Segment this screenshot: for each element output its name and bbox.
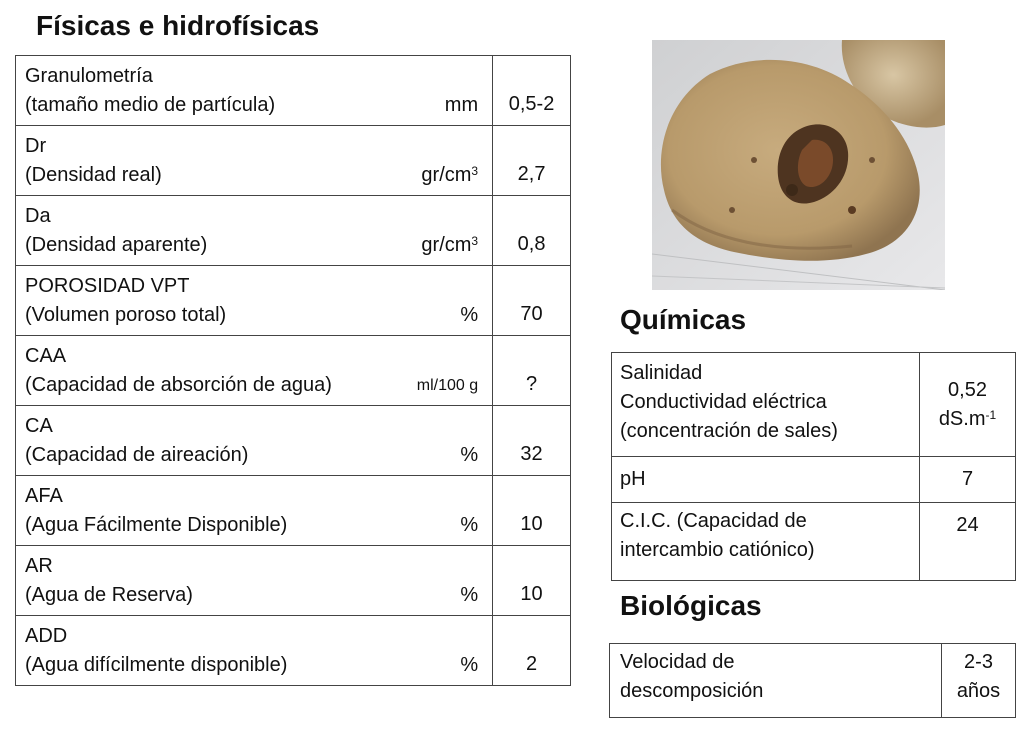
- biologicas-label-cell: [610, 644, 942, 718]
- property-unit: ml/100 g: [416, 377, 479, 394]
- property-name: POROSIDAD VPT: [25, 275, 190, 297]
- quimicas-table: [611, 352, 1016, 581]
- property-unit: %: [460, 444, 479, 466]
- property-name: Da: [25, 205, 51, 227]
- property-value: 70: [493, 266, 571, 336]
- property-description: (Agua difícilmente disponible): [25, 654, 288, 676]
- property-description: (Densidad aparente): [25, 234, 208, 256]
- property-value: 2: [493, 616, 571, 686]
- property-value: 2,7: [493, 126, 571, 196]
- property-description: (Volumen poroso total): [25, 304, 227, 326]
- fisicas-row: [16, 476, 571, 546]
- fisicas-desc-cell: [16, 266, 493, 336]
- fisicas-desc-cell: [16, 616, 493, 686]
- biologicas-row: [610, 644, 1016, 718]
- property-unit: mm: [444, 94, 479, 116]
- salinidad-line1: Salinidad: [620, 362, 703, 384]
- cic-label-cell: [612, 503, 920, 581]
- fisicas-desc-cell: [16, 56, 493, 126]
- biologicas-line1: Velocidad de: [620, 651, 735, 673]
- biologicas-value-cell: [942, 644, 1016, 718]
- property-value: 10: [493, 476, 571, 546]
- salinidad-value: 0,52: [948, 378, 987, 401]
- salinidad-unit: $dS.m^{-1}$: [938, 407, 997, 430]
- property-value: ?: [493, 336, 571, 406]
- fisicas-desc-cell: [16, 126, 493, 196]
- cic-value: 24: [920, 503, 1016, 581]
- property-name: CA: [25, 415, 53, 437]
- property-unit: $gr/cm^3$: [421, 234, 479, 256]
- fisicas-desc-cell: [16, 546, 493, 616]
- quimicas-title: Químicas: [620, 304, 747, 335]
- fisicas-desc-cell: [16, 406, 493, 476]
- fisicas-row: [16, 336, 571, 406]
- property-unit: %: [460, 584, 479, 606]
- fisicas-table: [15, 55, 571, 686]
- property-description: (Agua de Reserva): [25, 584, 193, 606]
- fisicas-row: [16, 196, 571, 266]
- property-description: (Capacidad de aireación): [25, 444, 249, 466]
- property-value: 0,8: [493, 196, 571, 266]
- property-value: 10: [493, 546, 571, 616]
- salinidad-value-cell: [920, 353, 1016, 457]
- property-name: ADD: [25, 625, 68, 647]
- cic-line1: C.I.C. (Capacidad de: [620, 510, 807, 532]
- property-name: Dr: [25, 135, 47, 157]
- property-description: (tamaño medio de partícula): [25, 94, 276, 116]
- property-name: CAA: [25, 345, 67, 367]
- biologicas-value1: 2-3: [964, 651, 993, 673]
- fisicas-desc-cell: [16, 196, 493, 266]
- property-value: 0,5-2: [493, 56, 571, 126]
- property-unit: $gr/cm^3$: [421, 164, 479, 186]
- fisicas-desc-cell: [16, 476, 493, 546]
- ph-value: 7: [920, 457, 1016, 503]
- quimicas-row-salinidad: [612, 353, 1016, 457]
- property-name: AFA: [25, 485, 63, 507]
- biologicas-title: Biológicas: [620, 590, 762, 621]
- quimicas-row-ph: [612, 457, 1016, 503]
- property-description: (Capacidad de absorción de agua): [25, 374, 332, 396]
- fisicas-title: Físicas e hidrofísicas: [36, 10, 320, 41]
- fisicas-desc-cell: [16, 336, 493, 406]
- fisicas-row: [16, 56, 571, 126]
- cic-line2: intercambio catiónico): [620, 539, 815, 561]
- salinidad-line2: Conductividad eléctrica: [620, 391, 827, 413]
- fisicas-row: [16, 616, 571, 686]
- ph-label: pH: [612, 457, 920, 503]
- quimicas-row-cic: [612, 503, 1016, 581]
- fisicas-row: [16, 406, 571, 476]
- biologicas-value2: años: [956, 680, 1001, 702]
- salinidad-line3: (concentración de sales): [620, 420, 838, 442]
- property-unit: %: [460, 514, 479, 536]
- biologicas-table: [609, 643, 1016, 718]
- property-description: (Densidad real): [25, 164, 162, 186]
- fisicas-row: [16, 126, 571, 196]
- property-name: AR: [25, 555, 53, 577]
- property-name: Granulometría: [25, 65, 153, 87]
- property-unit: %: [460, 304, 479, 326]
- property-value: 32: [493, 406, 571, 476]
- salinidad-label-cell: [612, 353, 920, 457]
- fisicas-row: [16, 266, 571, 336]
- fisicas-row: [16, 546, 571, 616]
- property-description: (Agua Fácilmente Disponible): [25, 514, 288, 536]
- property-unit: %: [460, 654, 479, 676]
- biologicas-line2: descomposición: [620, 680, 764, 702]
- soil-sample-photo: [652, 40, 945, 290]
